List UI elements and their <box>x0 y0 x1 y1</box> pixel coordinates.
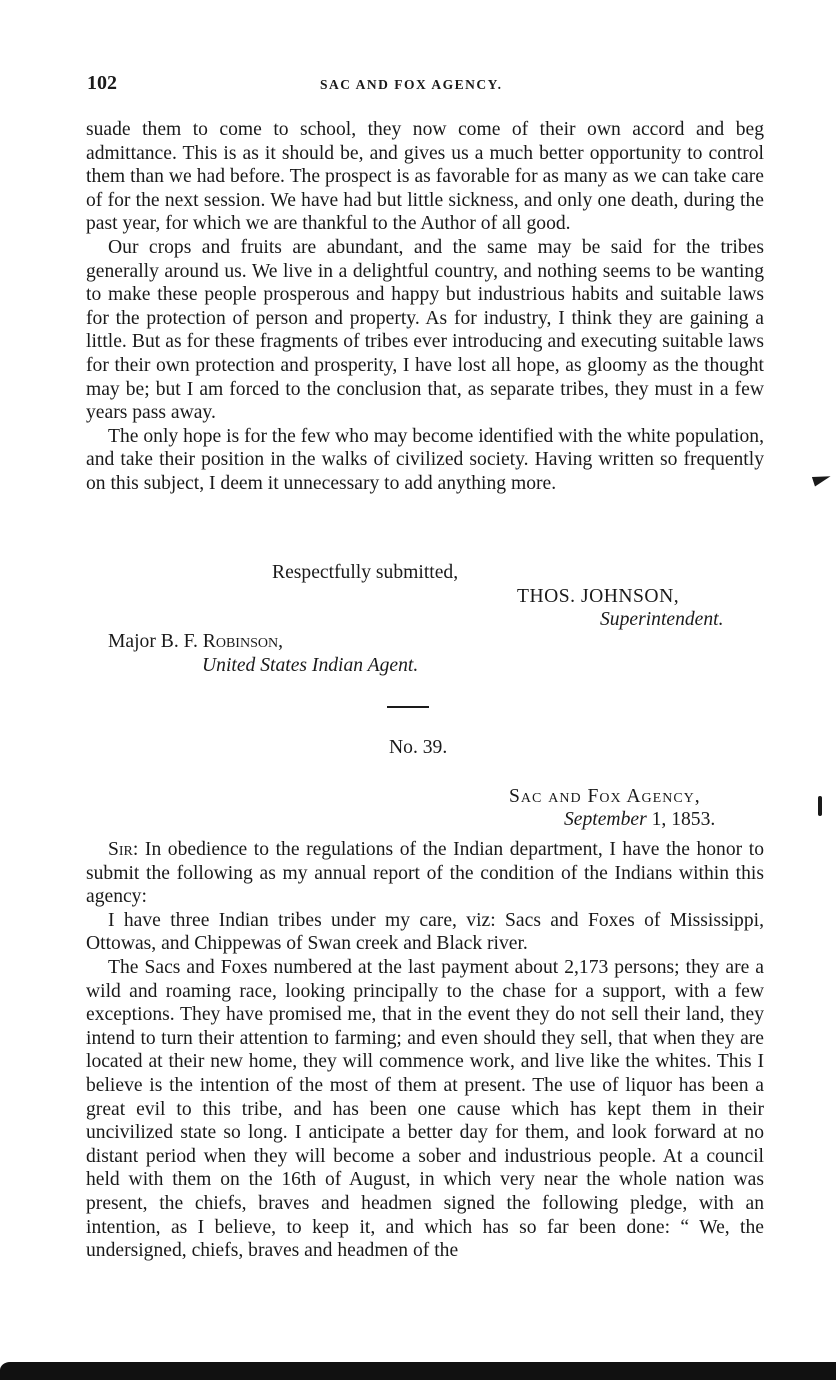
page-number: 102 <box>87 72 117 94</box>
body-paragraph: The only hope is for the few who may become identified with the white population, and take their position in the walks of civilized society. Having written so frequently on this subject, I deem it unnecessary to add anything more. <box>86 425 764 494</box>
addressee-name <box>108 630 283 654</box>
body-paragraph: Our crops and fruits are abundant, and the same may be said for the tribes generally around us. We live in a delightful country, and nothing seems to be wanting to make these people prosperous and happy but industrious habits and suitable laws for the protection of person and property. As for industry, I think they are gaining a little. But as for these fragments of tribes ever introducing and executing suitable laws for their own protection and prosperity, I have lost all hope, as gloomy as the thought may be; but I am forced to the conclusion that, as separate tribes, they must in a few years pass away. <box>86 236 764 424</box>
signer-name: THOS. JOHNSON, <box>517 586 680 607</box>
dateline-place: Sac and Fox Agency, <box>509 786 701 807</box>
salutation-paragraph <box>86 838 764 909</box>
signer-title: Superintendent. <box>600 609 724 630</box>
scan-bottom-edge <box>0 1362 836 1380</box>
body-paragraph: I have three Indian tribes under my care, viz: Sacs and Foxes of Mississippi, Ottowas, and Chippewas of Swan creek and Black river. <box>86 909 764 955</box>
letter-body-continued <box>86 118 764 496</box>
dateline-day-year: 1, 1853. <box>646 809 716 830</box>
salutation-text: : In obedience to the regulations of the Indian department, I have the honor to submit the following as my annual report of the condition of the Indians within this agency: <box>86 839 764 908</box>
document-number: No. 39. <box>389 737 448 758</box>
margin-tick-icon <box>818 796 822 816</box>
margin-arrow-icon <box>812 471 832 486</box>
addressee-title: United States Indian Agent. <box>202 655 419 676</box>
addressee-surname: Robinson, <box>202 631 283 652</box>
report-body <box>86 838 764 1263</box>
section-divider <box>387 706 429 708</box>
body-paragraph: suade them to come to school, they now come of their own accord and beg admittance. This is as it should be, and gives us a much better opportunity to control them than we had before. The prospect is as favorable for as many as we can take care of for the next session. We have had but little sickness, and only one death, during the past year, for which we are thankful to the Author of all good. <box>86 119 764 235</box>
addressee-prefix: Major B. F. <box>108 631 203 652</box>
salutation: Sir <box>108 839 133 860</box>
page-header <box>87 72 767 102</box>
dateline-month: September <box>564 809 647 830</box>
body-paragraph: The Sacs and Foxes numbered at the last payment about 2,173 persons; they are a wild and roaming race, looking principally to the chase for a support, with a few exceptions. They have promised me, that in the event they do not sell their land, they intend to turn their attention to farming; and even should they sell, that when they are located at their new home, they will commence work, and live like the whites. This I believe is the intention of the most of them at present. The use of liquor has been a great evil to this tribe, and has been one cause which has kept them in their uncivilized state so long. I anticipate a better day for them, and look forward at no distant period when they will become a sober and industrious people. At a council held with them on the 16th of August, in which very near the whole nation was present, the chiefs, braves and headmen signed the following pledge, with an intention, as I believe, to keep it, and which has so far been done: “ We, the undersigned, chiefs, braves and headmen of the <box>86 956 764 1262</box>
closing-line: Respectfully submitted, <box>272 562 459 583</box>
dateline-date <box>564 809 715 831</box>
running-head: SAC AND FOX AGENCY. <box>320 77 503 92</box>
